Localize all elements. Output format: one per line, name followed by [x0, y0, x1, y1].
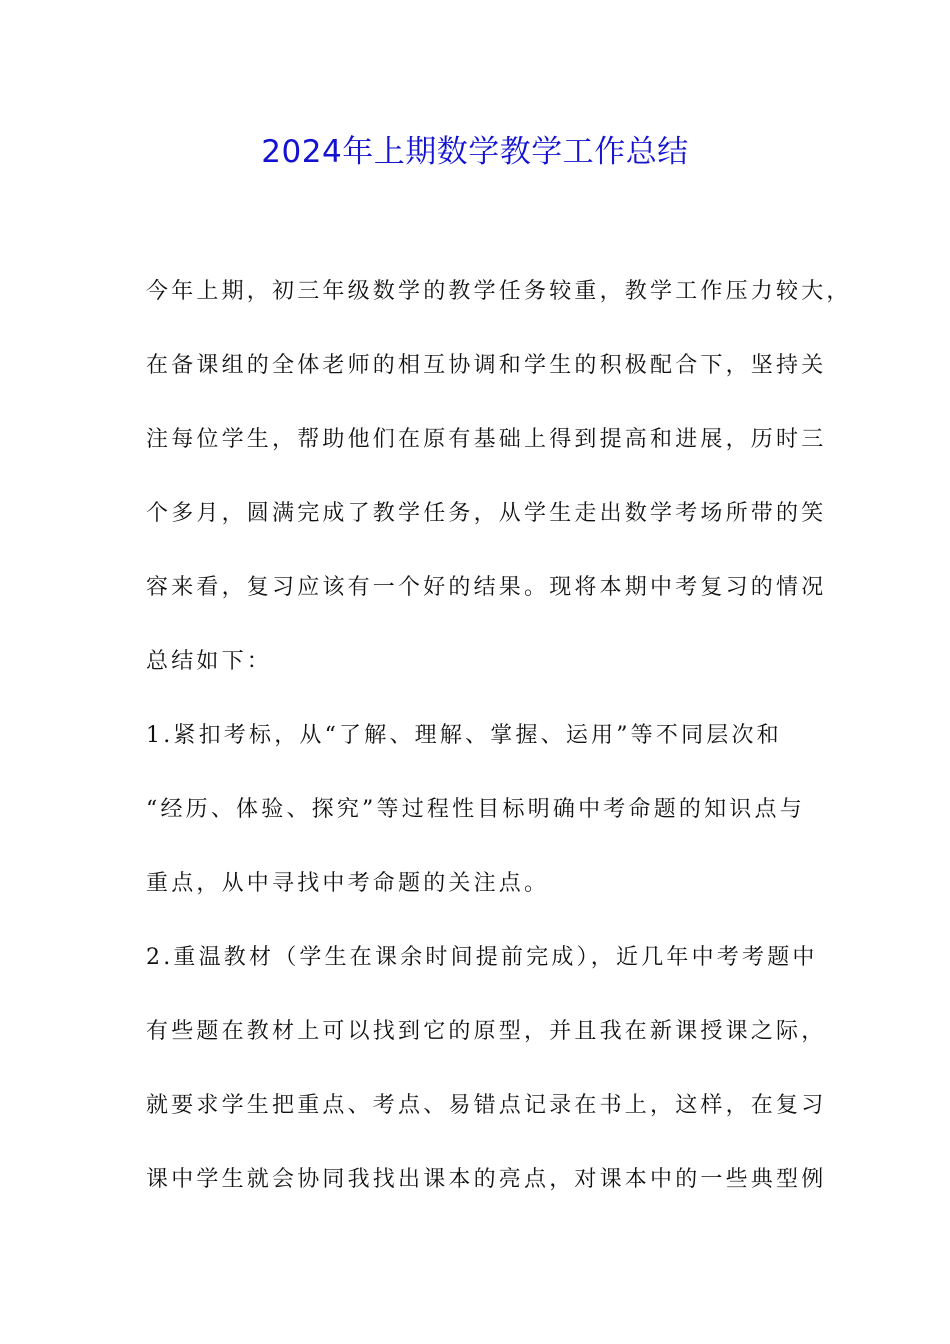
page-title: 2024年上期数学教学工作总结: [261, 134, 689, 170]
list-item-line: 有些题在教材上可以找到它的原型，并且我在新课授课之际，: [146, 1019, 827, 1044]
paragraph-line: 今年上期，初三年级数学的教学任务较重，教学工作压力较大，: [146, 279, 852, 304]
list-item-line: “经历、体验、探究”等过程性目标明确中考命题的知识点与: [146, 797, 805, 822]
list-item-line: 重点，从中寻找中考命题的关注点。: [146, 871, 550, 896]
list-item-line: 2.重温教材（学生在课余时间提前完成），近几年中考考题中: [146, 945, 818, 970]
list-item-line: 1.紧扣考标，从“了解、理解、掌握、运用”等不同层次和: [146, 723, 782, 748]
paragraph-line: 总结如下：: [146, 649, 273, 674]
paragraph-line: 在备课组的全体老师的相互协调和学生的积极配合下，坚持关: [146, 353, 827, 378]
list-item-line: 课中学生就会协同我找出课本的亮点，对课本中的一些典型例: [146, 1167, 827, 1192]
paragraph-line: 容来看，复习应该有一个好的结果。现将本期中考复习的情况: [146, 575, 827, 600]
document-body: [146, 255, 852, 1217]
paragraph-line: 个多月，圆满完成了教学任务，从学生走出数学考场所带的笑: [146, 501, 827, 526]
list-item-line: 就要求学生把重点、考点、易错点记录在书上，这样，在复习: [146, 1093, 827, 1118]
paragraph-line: 注每位学生，帮助他们在原有基础上得到提高和进展，历时三: [146, 427, 827, 452]
